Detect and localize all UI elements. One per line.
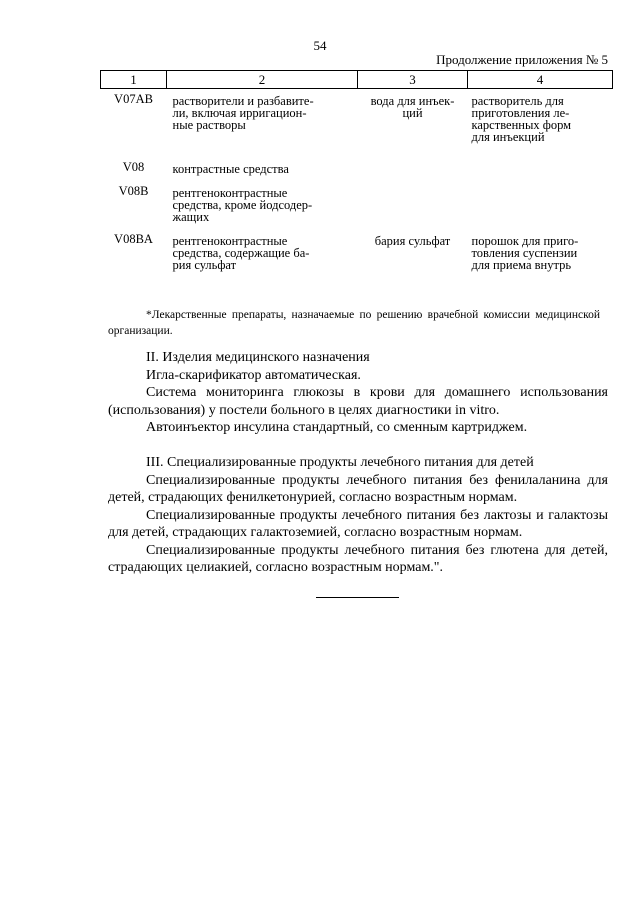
substance-line: ций	[402, 106, 423, 120]
substance-line: вода для инъек-	[370, 94, 455, 108]
atc-code: V07AB	[114, 92, 153, 106]
form-line: для приема внутрь	[471, 257, 572, 272]
substance-cell	[358, 229, 468, 277]
column-header: 4	[468, 71, 613, 89]
medicines-table	[100, 70, 613, 277]
group-cell	[167, 229, 358, 277]
form-line: для инъекций	[471, 130, 545, 144]
section-item: Специализированные продукты лечебного питания без глютена для детей, страдающих целиакией, согласно возрастным нормам.".	[108, 542, 608, 575]
group-cell	[167, 181, 358, 229]
section-title: III. Специализированные продукты лечебного питания для детей	[146, 455, 534, 470]
section-nutrition-products	[108, 454, 608, 577]
section-medical-devices	[108, 349, 608, 437]
form-cell	[468, 157, 613, 181]
form-line: товления суспензии	[471, 245, 578, 260]
table-row	[101, 89, 613, 157]
section-item: Система мониторинга глюкозы в крови для домашнего использования (использования) у постели больного в целях диагностики in vitro.	[108, 385, 608, 418]
form-cell	[468, 181, 613, 229]
section-title: II. Изделия медицинского назначения	[146, 350, 370, 365]
substance-cell	[358, 89, 468, 157]
group-line: средства, содержащие ба-	[172, 245, 310, 260]
column-header: 3	[358, 71, 468, 89]
table-row	[101, 157, 613, 181]
continuation-label: Продолжение приложения № 5	[436, 52, 608, 67]
group-line: рентгеноконтрастные	[172, 233, 288, 248]
form-line: порошок для приго-	[471, 233, 579, 248]
table-header-row	[101, 71, 613, 89]
group-line: рия сульфат	[172, 257, 237, 272]
group-line: контрастные средства	[172, 161, 289, 176]
atc-code: V08B	[118, 183, 149, 198]
group-line: средства, кроме йодсодер-	[172, 197, 313, 212]
page-number: 54	[313, 38, 327, 53]
separator-line	[316, 597, 399, 598]
group-line: ные растворы	[172, 118, 246, 132]
form-line: карственных форм	[471, 118, 572, 132]
footnote: *Лекарственные препараты, назначаемые по решению врачебной комиссии медицинской организации.	[108, 309, 600, 337]
section-item: Специализированные продукты лечебного питания без фенилаланина для детей, страдающих фенилкетонурией, согласно возрастным нормам.	[108, 472, 608, 505]
substance-cell	[358, 181, 468, 229]
atc-code: V08	[122, 159, 145, 174]
group-line: рентгеноконтрастные	[172, 185, 288, 200]
section-item: Автоинъектор инсулина стандартный, со сменным картриджем.	[146, 420, 528, 435]
atc-code: V08BA	[114, 231, 153, 246]
form-cell	[468, 89, 613, 157]
form-line: приготовления ле-	[471, 106, 570, 120]
substance-cell	[358, 157, 468, 181]
section-item: Специализированные продукты лечебного питания без лактозы и галактозы для детей, страдающих галактоземией, согласно возрастным нормам.	[108, 507, 608, 540]
group-cell	[167, 89, 358, 157]
column-header: 1	[101, 71, 167, 89]
form-line: растворитель для	[471, 94, 564, 108]
form-cell	[468, 229, 613, 277]
table-row	[101, 181, 613, 229]
section-item: Игла-скарификатор автоматическая.	[146, 367, 361, 383]
group-cell	[167, 157, 358, 181]
column-header: 2	[167, 71, 358, 89]
table-row	[101, 229, 613, 277]
group-line: растворители и разбавите-	[172, 94, 314, 108]
substance-line: бария сульфат	[374, 233, 451, 248]
group-line: ли, включая ирригацион-	[172, 106, 307, 120]
group-line: жащих	[172, 209, 210, 224]
